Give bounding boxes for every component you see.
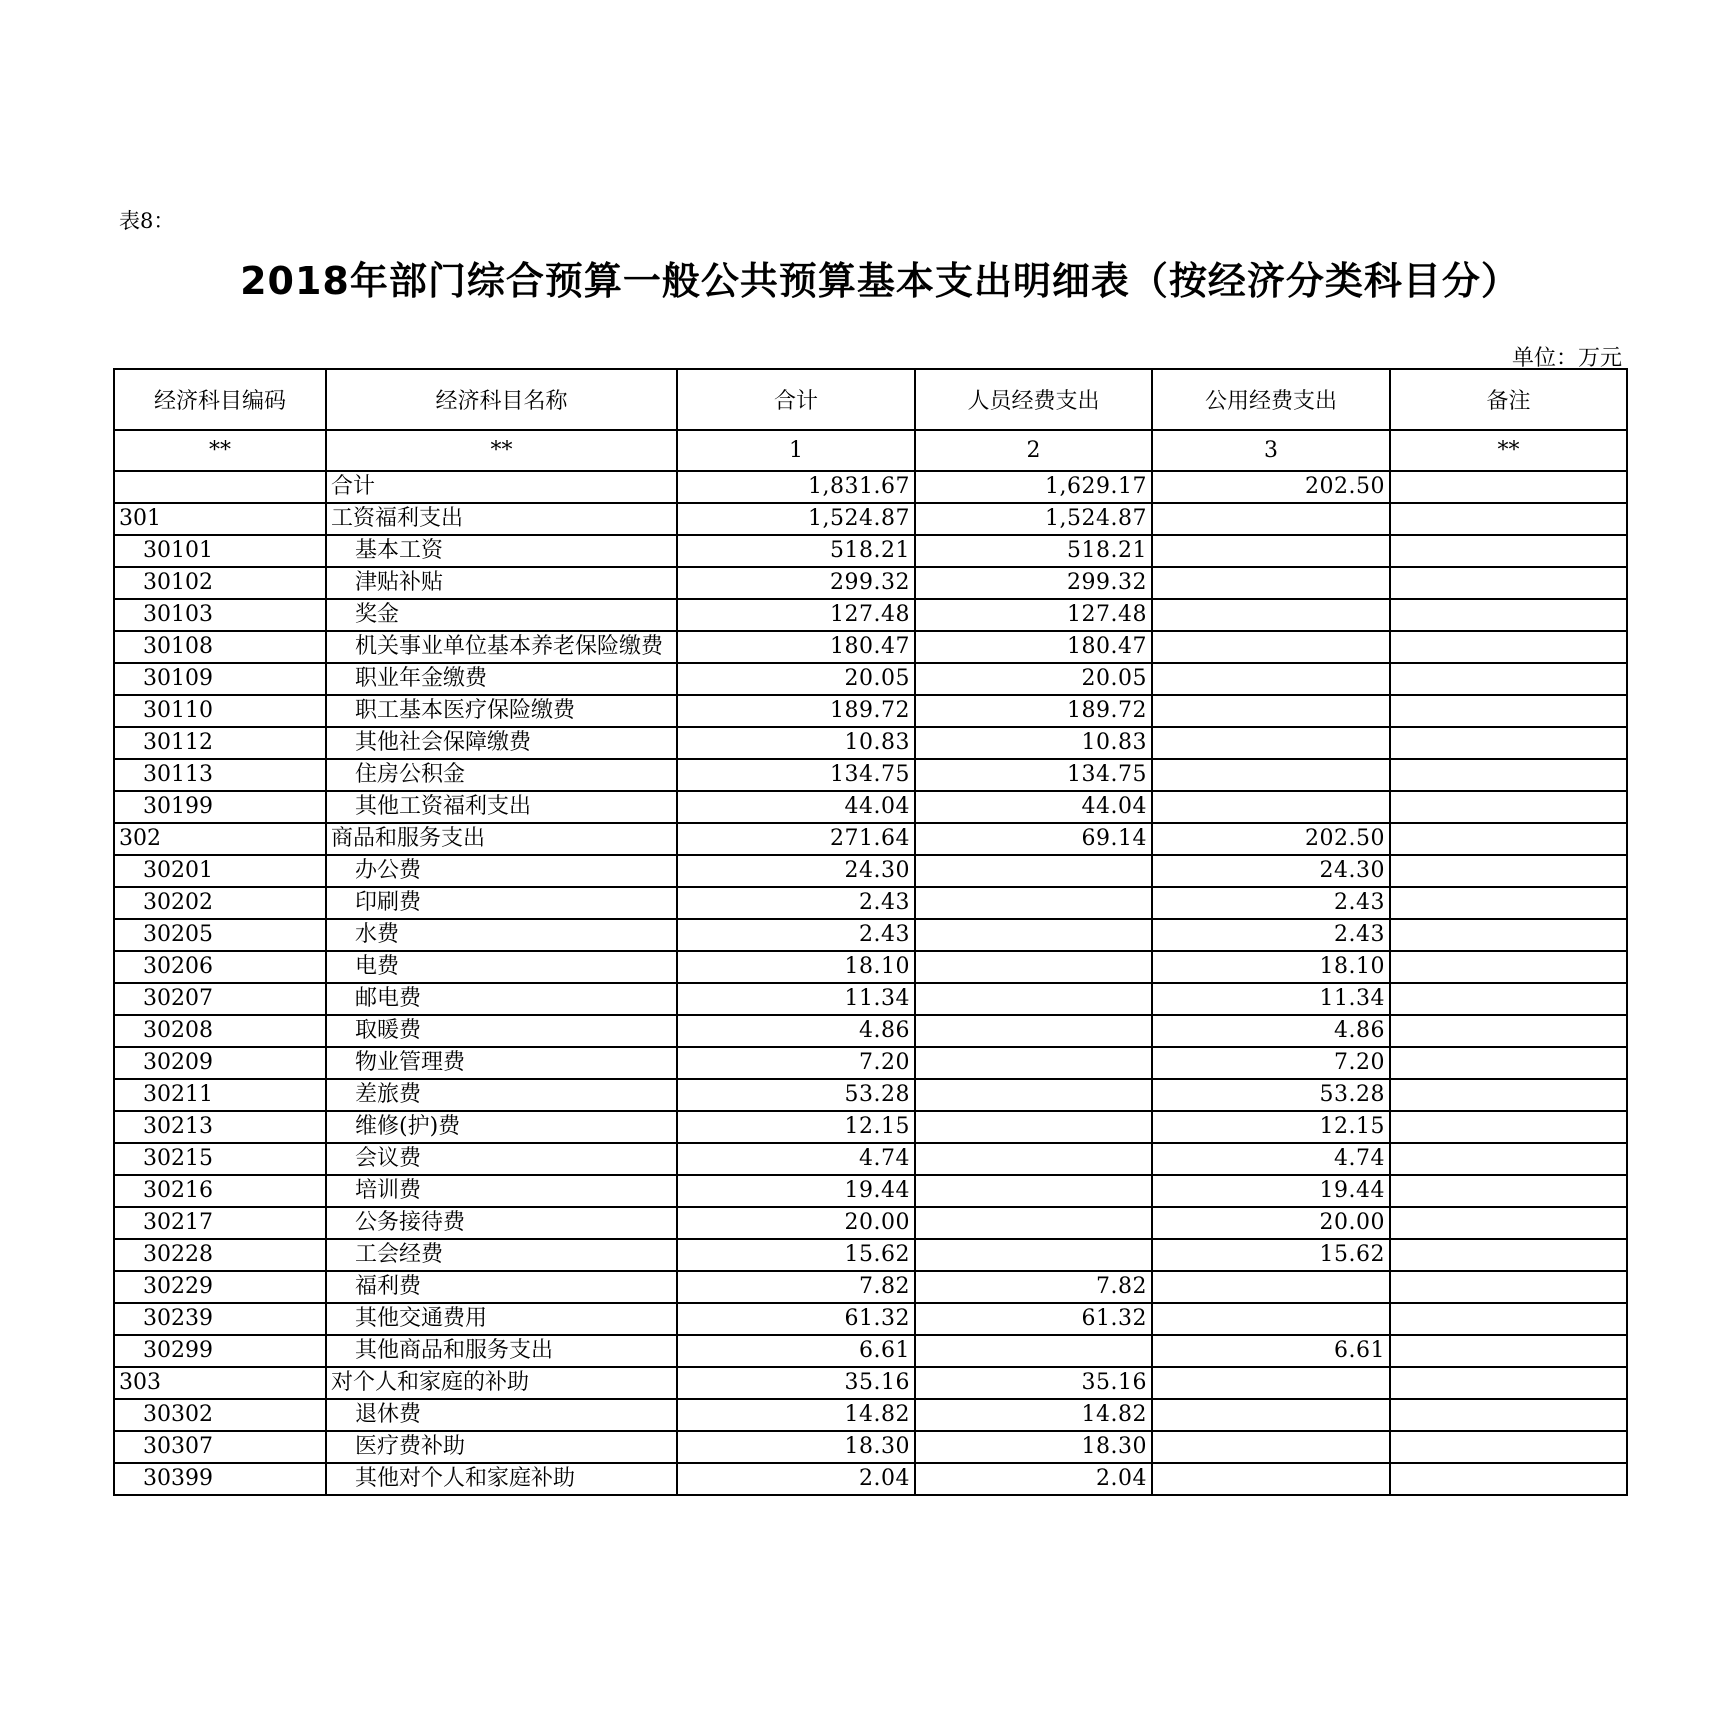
cell-public: 4.74 <box>1152 1143 1390 1175</box>
column-index-code: ** <box>114 430 326 471</box>
cell-public <box>1152 503 1390 535</box>
cell-personnel: 518.21 <box>915 535 1152 567</box>
table-row <box>114 1271 1627 1303</box>
table-row <box>114 759 1627 791</box>
cell-note <box>1390 1111 1627 1143</box>
table-label: 表8： <box>119 209 175 233</box>
cell-total: 1,524.87 <box>677 503 915 535</box>
cell-total: 20.05 <box>677 663 915 695</box>
cell-personnel: 14.82 <box>915 1399 1152 1431</box>
cell-code: 30113 <box>114 759 326 791</box>
cell-public <box>1152 791 1390 823</box>
cell-note <box>1390 695 1627 727</box>
cell-note <box>1390 759 1627 791</box>
cell-personnel: 35.16 <box>915 1367 1152 1399</box>
cell-total: 2.43 <box>677 919 915 951</box>
table-row <box>114 663 1627 695</box>
cell-public: 202.50 <box>1152 471 1390 503</box>
cell-note <box>1390 887 1627 919</box>
cell-note <box>1390 1303 1627 1335</box>
cell-note <box>1390 599 1627 631</box>
cell-personnel: 61.32 <box>915 1303 1152 1335</box>
cell-public: 2.43 <box>1152 887 1390 919</box>
cell-personnel <box>915 887 1152 919</box>
cell-code: 30216 <box>114 1175 326 1207</box>
cell-code: 30112 <box>114 727 326 759</box>
cell-total: 11.34 <box>677 983 915 1015</box>
cell-name: 物业管理费 <box>326 1047 677 1079</box>
column-header-public: 公用经费支出 <box>1152 369 1390 430</box>
cell-personnel: 299.32 <box>915 567 1152 599</box>
cell-total: 10.83 <box>677 727 915 759</box>
cell-public <box>1152 1303 1390 1335</box>
cell-code: 30110 <box>114 695 326 727</box>
cell-total: 271.64 <box>677 823 915 855</box>
cell-total: 18.30 <box>677 1431 915 1463</box>
cell-note <box>1390 663 1627 695</box>
table-row <box>114 471 1627 503</box>
cell-total: 61.32 <box>677 1303 915 1335</box>
cell-note <box>1390 1175 1627 1207</box>
cell-note <box>1390 791 1627 823</box>
cell-personnel <box>915 855 1152 887</box>
cell-personnel: 1,629.17 <box>915 471 1152 503</box>
cell-personnel <box>915 983 1152 1015</box>
cell-note <box>1390 951 1627 983</box>
cell-public <box>1152 1271 1390 1303</box>
cell-name: 福利费 <box>326 1271 677 1303</box>
cell-code: 30239 <box>114 1303 326 1335</box>
table-row <box>114 695 1627 727</box>
cell-note <box>1390 823 1627 855</box>
cell-note <box>1390 1367 1627 1399</box>
cell-total: 15.62 <box>677 1239 915 1271</box>
cell-public: 4.86 <box>1152 1015 1390 1047</box>
page-title: 2018年部门综合预算一般公共预算基本支出明细表（按经济分类科目分） <box>240 259 1520 303</box>
cell-name: 邮电费 <box>326 983 677 1015</box>
cell-personnel: 2.04 <box>915 1463 1152 1495</box>
cell-personnel <box>915 1207 1152 1239</box>
cell-note <box>1390 1399 1627 1431</box>
cell-name: 奖金 <box>326 599 677 631</box>
column-index-note: ** <box>1390 430 1627 471</box>
table-row <box>114 599 1627 631</box>
cell-note <box>1390 855 1627 887</box>
cell-personnel <box>915 919 1152 951</box>
cell-personnel <box>915 1079 1152 1111</box>
cell-note <box>1390 727 1627 759</box>
cell-public <box>1152 1463 1390 1495</box>
cell-personnel: 44.04 <box>915 791 1152 823</box>
column-index-name: ** <box>326 430 677 471</box>
column-index-public: 3 <box>1152 430 1390 471</box>
table-body <box>114 471 1627 1495</box>
cell-note <box>1390 471 1627 503</box>
cell-code: 30399 <box>114 1463 326 1495</box>
cell-code: 301 <box>114 503 326 535</box>
cell-note <box>1390 1431 1627 1463</box>
cell-total: 7.82 <box>677 1271 915 1303</box>
cell-note <box>1390 1143 1627 1175</box>
cell-public: 24.30 <box>1152 855 1390 887</box>
cell-code: 30108 <box>114 631 326 663</box>
cell-public <box>1152 727 1390 759</box>
column-index-personnel: 2 <box>915 430 1152 471</box>
cell-total: 180.47 <box>677 631 915 663</box>
cell-total: 189.72 <box>677 695 915 727</box>
cell-note <box>1390 567 1627 599</box>
table-row <box>114 1303 1627 1335</box>
cell-total: 24.30 <box>677 855 915 887</box>
column-index-total: 1 <box>677 430 915 471</box>
cell-public <box>1152 663 1390 695</box>
table-row <box>114 503 1627 535</box>
table-row <box>114 1367 1627 1399</box>
cell-total: 4.86 <box>677 1015 915 1047</box>
cell-code: 30205 <box>114 919 326 951</box>
cell-personnel <box>915 1047 1152 1079</box>
table-row <box>114 983 1627 1015</box>
cell-total: 12.15 <box>677 1111 915 1143</box>
cell-personnel <box>915 1111 1152 1143</box>
cell-total: 20.00 <box>677 1207 915 1239</box>
cell-public <box>1152 1431 1390 1463</box>
cell-total: 299.32 <box>677 567 915 599</box>
table-row <box>114 1079 1627 1111</box>
cell-name: 水费 <box>326 919 677 951</box>
cell-personnel: 180.47 <box>915 631 1152 663</box>
cell-total: 2.43 <box>677 887 915 919</box>
cell-name: 工会经费 <box>326 1239 677 1271</box>
cell-code: 30201 <box>114 855 326 887</box>
cell-note <box>1390 1079 1627 1111</box>
cell-name: 商品和服务支出 <box>326 823 677 855</box>
cell-total: 518.21 <box>677 535 915 567</box>
cell-total: 19.44 <box>677 1175 915 1207</box>
cell-public <box>1152 567 1390 599</box>
cell-public: 11.34 <box>1152 983 1390 1015</box>
cell-public: 6.61 <box>1152 1335 1390 1367</box>
table-row <box>114 1015 1627 1047</box>
cell-code: 30217 <box>114 1207 326 1239</box>
cell-public: 53.28 <box>1152 1079 1390 1111</box>
cell-code: 30213 <box>114 1111 326 1143</box>
cell-public: 19.44 <box>1152 1175 1390 1207</box>
cell-total: 18.10 <box>677 951 915 983</box>
table-row <box>114 567 1627 599</box>
table-row <box>114 1143 1627 1175</box>
cell-code: 30307 <box>114 1431 326 1463</box>
cell-total: 1,831.67 <box>677 471 915 503</box>
cell-code: 30211 <box>114 1079 326 1111</box>
cell-public: 15.62 <box>1152 1239 1390 1271</box>
cell-name: 电费 <box>326 951 677 983</box>
index-row <box>114 430 1627 471</box>
table-row <box>114 791 1627 823</box>
cell-code: 30208 <box>114 1015 326 1047</box>
cell-total: 53.28 <box>677 1079 915 1111</box>
cell-name: 会议费 <box>326 1143 677 1175</box>
cell-code: 30228 <box>114 1239 326 1271</box>
table-row <box>114 727 1627 759</box>
cell-personnel <box>915 1175 1152 1207</box>
cell-total: 44.04 <box>677 791 915 823</box>
cell-note <box>1390 919 1627 951</box>
cell-code: 30206 <box>114 951 326 983</box>
column-header-total: 合计 <box>677 369 915 430</box>
header-row <box>114 369 1627 430</box>
cell-name: 职工基本医疗保险缴费 <box>326 695 677 727</box>
cell-name: 维修(护)费 <box>326 1111 677 1143</box>
cell-total: 35.16 <box>677 1367 915 1399</box>
cell-name: 合计 <box>326 471 677 503</box>
cell-total: 4.74 <box>677 1143 915 1175</box>
cell-total: 6.61 <box>677 1335 915 1367</box>
table-row <box>114 1431 1627 1463</box>
cell-note <box>1390 1207 1627 1239</box>
cell-public <box>1152 759 1390 791</box>
cell-name: 差旅费 <box>326 1079 677 1111</box>
table-row <box>114 823 1627 855</box>
cell-code: 30109 <box>114 663 326 695</box>
budget-table <box>113 368 1628 1496</box>
table-row <box>114 1111 1627 1143</box>
cell-name: 住房公积金 <box>326 759 677 791</box>
cell-personnel: 127.48 <box>915 599 1152 631</box>
table-row <box>114 887 1627 919</box>
cell-code: 30209 <box>114 1047 326 1079</box>
cell-personnel <box>915 1335 1152 1367</box>
table-row <box>114 1399 1627 1431</box>
table-row <box>114 535 1627 567</box>
cell-public: 12.15 <box>1152 1111 1390 1143</box>
cell-note <box>1390 1463 1627 1495</box>
cell-name: 其他社会保障缴费 <box>326 727 677 759</box>
cell-note <box>1390 631 1627 663</box>
cell-name: 退休费 <box>326 1399 677 1431</box>
cell-code: 30199 <box>114 791 326 823</box>
cell-code: 30215 <box>114 1143 326 1175</box>
cell-personnel: 20.05 <box>915 663 1152 695</box>
cell-personnel: 1,524.87 <box>915 503 1152 535</box>
cell-note <box>1390 1015 1627 1047</box>
cell-personnel: 10.83 <box>915 727 1152 759</box>
cell-public: 202.50 <box>1152 823 1390 855</box>
cell-total: 7.20 <box>677 1047 915 1079</box>
cell-total: 2.04 <box>677 1463 915 1495</box>
cell-personnel: 134.75 <box>915 759 1152 791</box>
cell-personnel: 189.72 <box>915 695 1152 727</box>
cell-name: 机关事业单位基本养老保险缴费 <box>326 631 677 663</box>
cell-public: 2.43 <box>1152 919 1390 951</box>
cell-name: 医疗费补助 <box>326 1431 677 1463</box>
cell-personnel <box>915 951 1152 983</box>
cell-note <box>1390 1271 1627 1303</box>
cell-total: 134.75 <box>677 759 915 791</box>
table-row <box>114 1335 1627 1367</box>
cell-code: 302 <box>114 823 326 855</box>
cell-name: 津贴补贴 <box>326 567 677 599</box>
cell-public <box>1152 1367 1390 1399</box>
cell-public: 20.00 <box>1152 1207 1390 1239</box>
cell-personnel: 69.14 <box>915 823 1152 855</box>
cell-name: 职业年金缴费 <box>326 663 677 695</box>
cell-total: 14.82 <box>677 1399 915 1431</box>
cell-note <box>1390 983 1627 1015</box>
table-row <box>114 1207 1627 1239</box>
cell-name: 其他商品和服务支出 <box>326 1335 677 1367</box>
cell-personnel: 18.30 <box>915 1431 1152 1463</box>
cell-personnel <box>915 1015 1152 1047</box>
cell-code <box>114 471 326 503</box>
cell-personnel <box>915 1239 1152 1271</box>
cell-code: 30207 <box>114 983 326 1015</box>
table-row <box>114 1047 1627 1079</box>
table-row <box>114 631 1627 663</box>
cell-code: 30229 <box>114 1271 326 1303</box>
unit-label: 单位：万元 <box>1511 346 1622 371</box>
cell-public <box>1152 695 1390 727</box>
table-row <box>114 1463 1627 1495</box>
cell-name: 印刷费 <box>326 887 677 919</box>
table-row <box>114 1239 1627 1271</box>
cell-code: 30102 <box>114 567 326 599</box>
column-header-note: 备注 <box>1390 369 1627 430</box>
cell-note <box>1390 1335 1627 1367</box>
cell-total: 127.48 <box>677 599 915 631</box>
table-row <box>114 1175 1627 1207</box>
cell-public <box>1152 599 1390 631</box>
cell-code: 30302 <box>114 1399 326 1431</box>
column-header-code: 经济科目编码 <box>114 369 326 430</box>
cell-name: 培训费 <box>326 1175 677 1207</box>
cell-code: 30202 <box>114 887 326 919</box>
cell-public <box>1152 535 1390 567</box>
cell-personnel: 7.82 <box>915 1271 1152 1303</box>
cell-name: 其他交通费用 <box>326 1303 677 1335</box>
cell-name: 工资福利支出 <box>326 503 677 535</box>
table-row <box>114 951 1627 983</box>
cell-note <box>1390 1047 1627 1079</box>
cell-note <box>1390 535 1627 567</box>
cell-name: 对个人和家庭的补助 <box>326 1367 677 1399</box>
cell-code: 30299 <box>114 1335 326 1367</box>
cell-name: 基本工资 <box>326 535 677 567</box>
cell-note <box>1390 1239 1627 1271</box>
cell-note <box>1390 503 1627 535</box>
cell-name: 其他对个人和家庭补助 <box>326 1463 677 1495</box>
cell-public <box>1152 1399 1390 1431</box>
cell-code: 30101 <box>114 535 326 567</box>
cell-personnel <box>915 1143 1152 1175</box>
table-row <box>114 855 1627 887</box>
table-row <box>114 919 1627 951</box>
cell-code: 303 <box>114 1367 326 1399</box>
cell-public: 7.20 <box>1152 1047 1390 1079</box>
cell-name: 办公费 <box>326 855 677 887</box>
column-header-personnel: 人员经费支出 <box>915 369 1152 430</box>
cell-public: 18.10 <box>1152 951 1390 983</box>
cell-name: 取暖费 <box>326 1015 677 1047</box>
column-header-name: 经济科目名称 <box>326 369 677 430</box>
cell-name: 其他工资福利支出 <box>326 791 677 823</box>
cell-name: 公务接待费 <box>326 1207 677 1239</box>
cell-code: 30103 <box>114 599 326 631</box>
cell-public <box>1152 631 1390 663</box>
